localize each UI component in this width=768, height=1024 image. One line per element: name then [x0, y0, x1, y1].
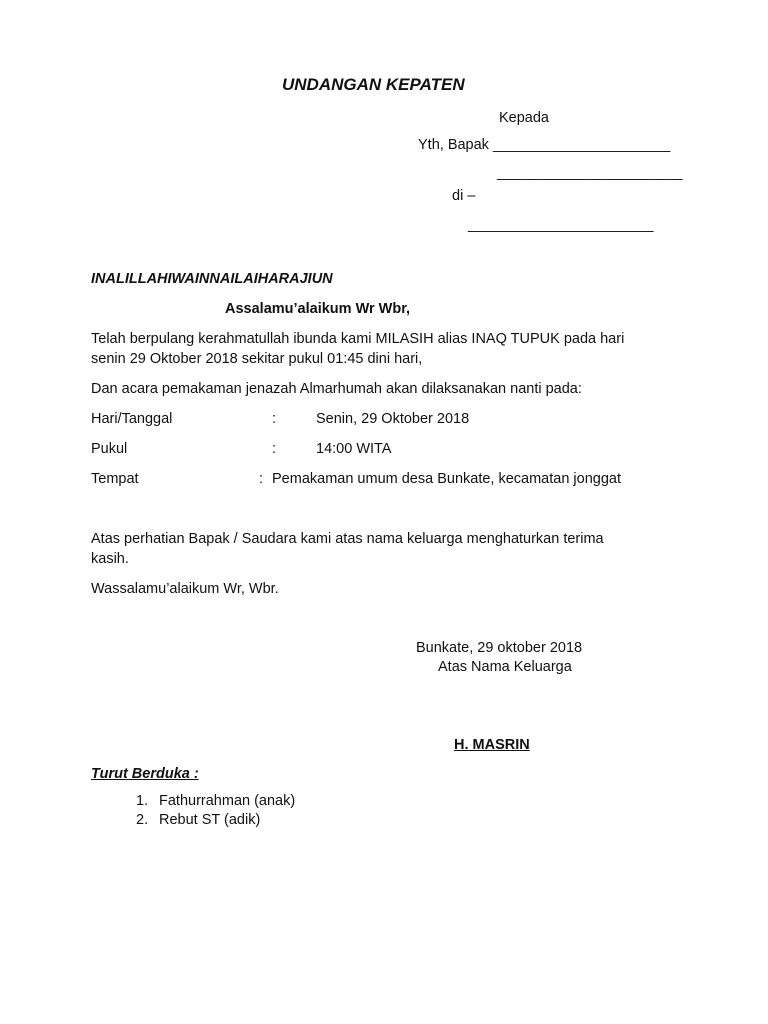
signature-name: H. MASRIN [454, 737, 530, 753]
condolence-name-2: Rebut ST (adik) [159, 812, 261, 828]
recipient-blank-line: _______________________ [497, 165, 683, 181]
detail-label-time: Pukul [91, 441, 128, 457]
thanks-line-2: kasih. [91, 551, 129, 567]
thanks-line-1: Atas perhatian Bapak / Saudara kami atas nama keluarga menghaturkan terima [91, 531, 604, 547]
signature-on-behalf: Atas Nama Keluarga [438, 659, 572, 675]
document-title: UNDANGAN KEPATEN [282, 75, 465, 94]
detail-label-place: Tempat [91, 471, 139, 487]
recipient-yth: Yth, Bapak ______________________ [418, 137, 671, 153]
funeral-intro: Dan acara pemakaman jenazah Almarhumah akan dilaksanakan nanti pada: [91, 381, 582, 397]
recipient-kepada: Kepada [499, 110, 549, 126]
condolence-number-2: 2. [136, 812, 149, 828]
condolence-name-1: Fathurrahman (anak) [159, 793, 296, 809]
opening-phrase: INALILLAHIWAINNAILAIHARAJIUN [91, 271, 333, 287]
condolences-heading: Turut Berduka : [91, 766, 199, 782]
condolence-number-1: 1. [136, 793, 149, 809]
detail-colon-date: : [272, 411, 277, 427]
recipient-di: di – [452, 188, 476, 204]
greeting: Assalamu’alaikum Wr Wbr, [225, 301, 411, 317]
closing-salam: Wassalamu’alaikum Wr, Wbr. [91, 581, 279, 597]
detail-colon-place: : [259, 471, 264, 487]
detail-value-date: Senin, 29 Oktober 2018 [316, 411, 470, 427]
recipient-address-line: _______________________ [468, 217, 654, 233]
detail-value-time: 14:00 WITA [316, 441, 392, 457]
signature-place-date: Bunkate, 29 oktober 2018 [416, 640, 583, 656]
detail-value-place: Pemakaman umum desa Bunkate, kecamatan jonggat [272, 471, 622, 487]
announcement-line-1: Telah berpulang kerahmatullah ibunda kami MILASIH alias INAQ TUPUK pada hari [91, 331, 625, 347]
detail-label-date: Hari/Tanggal [91, 411, 173, 427]
detail-colon-time: : [272, 441, 277, 457]
announcement-line-2: senin 29 Oktober 2018 sekitar pukul 01:45 dini hari, [91, 351, 423, 367]
